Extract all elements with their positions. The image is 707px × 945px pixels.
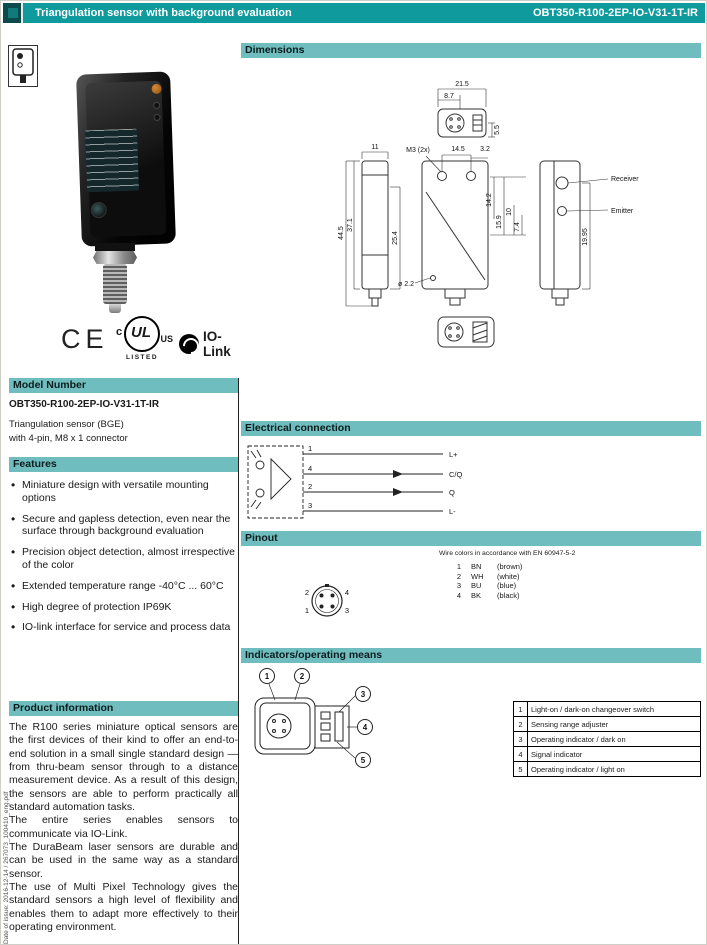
date-of-issue-note: Date of issue: 2016-12-14 / 267073_100410_eng.pdf <box>3 791 10 944</box>
wire-label-lplus: L+ <box>449 450 458 459</box>
connector-nut <box>93 251 137 264</box>
indicator-row <box>514 716 700 731</box>
dim-thread: M3 (2x) <box>406 147 430 154</box>
sensor-pictogram-icon <box>8 45 38 87</box>
pinout-header: Pinout <box>241 531 701 546</box>
callout-circles <box>260 669 373 768</box>
dim-10: 10 <box>506 208 513 216</box>
column-divider <box>238 378 239 944</box>
wire-row <box>447 581 627 591</box>
pictogram-drawing <box>9 46 37 86</box>
connector-pin-2: 2 <box>304 588 310 597</box>
callout-5: 5 <box>360 756 366 765</box>
connector-face-drawing <box>297 577 357 627</box>
feature-item: • Secure and gapless detection, even near the surface through background evaluation <box>9 513 238 539</box>
feature-item: • High degree of protection IP69K <box>9 601 238 614</box>
dim-7-4: 7.4 <box>514 222 521 232</box>
electrical-connection-diagram <box>247 441 487 526</box>
dim-total-height: 44.5 <box>338 226 345 240</box>
dim-depth: 11 <box>371 144 379 151</box>
indicator-label: Sensing range adjuster <box>531 719 609 729</box>
indicator-number: 5 <box>514 762 528 776</box>
callout-2: 2 <box>299 672 305 681</box>
product-information-text <box>9 721 238 934</box>
wire-pin-1: 1 <box>308 444 313 453</box>
connector-tip <box>109 304 121 313</box>
wire-pin: 3 <box>456 581 461 590</box>
dim-hole-edge: 3.2 <box>480 146 490 153</box>
wire-code: BK <box>471 590 482 600</box>
front-view <box>422 161 488 305</box>
feature-item: • Precision object detection, almost irrespective of the color <box>9 546 238 572</box>
wire-pin: 1 <box>456 562 461 571</box>
product-info-paragraph: The entire series enables sensors to communicate via IO-Link. <box>9 814 238 840</box>
wire-row <box>447 562 627 572</box>
model-number-value: OBT350-R100-2EP-IO-V31-1T-IR <box>9 399 160 410</box>
type-label <box>85 129 139 193</box>
callout-4: 4 <box>362 723 368 732</box>
wire-pin-2: 2 <box>308 482 313 491</box>
product-info-paragraph: The use of Multi Pixel Technology gives the standard sensors a high level of flexibility and enables them to adapt more effectively to their operating environment. <box>9 880 238 933</box>
dim-total-width: 21.5 <box>455 81 469 88</box>
feature-item: • Extended temperature range -40°C ... 60°C <box>9 580 238 593</box>
indicator-number: 3 <box>514 732 528 746</box>
indicator-row <box>514 702 700 716</box>
wire-pin: 2 <box>456 571 461 581</box>
indicator-label: Operating indicator / dark on <box>531 734 626 744</box>
indicator-number: 2 <box>514 717 528 731</box>
sensor-symbol <box>248 446 303 518</box>
ul-us-letters: US <box>160 334 173 344</box>
wire-color: (white) <box>497 571 520 581</box>
dim-15-9: 15.9 <box>496 215 503 229</box>
product-information-header: Product information <box>9 701 238 716</box>
wire-label-cq: C/Q <box>449 470 463 479</box>
model-number-header: Model Number <box>9 378 238 393</box>
dim-hole-spacing: 14.5 <box>451 146 465 153</box>
wire-pin-3: 3 <box>308 501 313 510</box>
wire-color-note: Wire colors in accordance with EN 60947-5-2 <box>439 550 576 557</box>
indicator-number: 4 <box>514 747 528 761</box>
wire-color: (blue) <box>497 581 517 590</box>
indicator-label: Signal indicator <box>531 749 583 759</box>
wire-label-lminus: L- <box>449 507 456 516</box>
indicators-header: Indicators/operating means <box>241 648 701 663</box>
wire-color: (black) <box>497 590 520 600</box>
callout-3: 3 <box>360 690 366 699</box>
header-part-number: OBT350-R100-2EP-IO-V31-1T-IR <box>532 7 698 19</box>
connector-thread <box>103 264 127 304</box>
indicators-drawing <box>247 664 407 784</box>
dim-receiver-pos: 19.95 <box>582 228 589 246</box>
ul-letters: UL <box>131 324 151 341</box>
ce-mark: CE <box>61 324 109 354</box>
dim-body-height: 37.1 <box>347 218 354 232</box>
sensor-body <box>76 71 176 246</box>
indicators-table <box>513 701 701 777</box>
features-list <box>9 479 238 642</box>
connector-pin-1: 1 <box>304 606 310 615</box>
emitter-label: Emitter <box>611 208 634 215</box>
dimensions-drawing <box>242 59 701 359</box>
dimensions-header: Dimensions <box>241 43 701 58</box>
wire-pin: 4 <box>456 590 461 600</box>
indicator-row <box>514 731 700 746</box>
dim-lens-pos: 25.4 <box>392 231 399 245</box>
product-photo <box>53 73 193 323</box>
top-view <box>438 109 486 137</box>
wire-color-table <box>447 562 627 600</box>
wire-pin-4: 4 <box>308 464 313 473</box>
wire-code: WH <box>471 571 484 581</box>
feature-item: • IO-link interface for service and process data <box>9 621 238 634</box>
wire-label-q: Q <box>449 488 455 497</box>
callout-1: 1 <box>264 672 270 681</box>
indicator-number: 1 <box>514 702 528 716</box>
electrical-connection-header: Electrical connection <box>241 421 701 436</box>
indicator-row <box>514 746 700 761</box>
bottom-view <box>438 317 494 347</box>
page-title: Triangulation sensor with background evaluation <box>35 7 292 19</box>
indicator-label: Light-on / dark-on changeover switch <box>531 704 654 714</box>
ul-mark <box>113 316 171 361</box>
wire-lines <box>303 454 443 511</box>
certification-marks <box>9 316 238 376</box>
ul-listed-label: LISTED <box>125 354 159 361</box>
output-arrow-2 <box>393 488 403 496</box>
brand-logo <box>3 3 23 23</box>
iolink-label: IO-Link <box>203 329 231 359</box>
product-info-paragraph: The DuraBeam laser sensors are durable and can be used in the same way as a standard sensor. <box>9 840 238 880</box>
dim-14-2: 14.2 <box>486 193 493 207</box>
wire-color: (brown) <box>497 562 523 571</box>
iolink-logo <box>179 329 238 359</box>
product-info-paragraph: The R100 series miniature optical sensors are the first devices of their kind to offer an end-to-end solution in a small single standard design — from thru-beam sensor through to a distance measurement device. As a result of this design, the sensors are able to perform practically all standard automation tasks. <box>9 721 238 813</box>
ul-circle-icon <box>116 316 173 352</box>
dim-connector-offset: 8.7 <box>444 93 454 100</box>
connector-collar <box>95 243 135 251</box>
indicator-row <box>514 761 700 776</box>
feature-item: • Miniature design with versatile mounting options <box>9 479 238 505</box>
dim-hole-dia: ø 2.2 <box>398 281 414 288</box>
model-description-1: Triangulation sensor (BGE) <box>9 419 124 430</box>
iolink-icon <box>179 334 199 354</box>
wire-row <box>447 591 627 601</box>
connector-pin-4: 4 <box>344 588 350 597</box>
model-description-2: with 4-pin, M8 x 1 connector <box>9 433 128 444</box>
side-view-left <box>362 161 388 306</box>
wire-code: BU <box>471 581 482 590</box>
dim-top-height: 5.5 <box>494 125 501 135</box>
features-header: Features <box>9 457 238 472</box>
indicator-label: Operating indicator / light on <box>531 764 625 774</box>
connector-pin-3: 3 <box>344 606 350 615</box>
front-view-dims <box>415 177 526 283</box>
page-header <box>3 3 705 23</box>
wire-row <box>447 572 627 582</box>
sensor-top-view <box>255 698 349 754</box>
receiver-label: Receiver <box>611 176 639 183</box>
ul-canada-letter: c <box>116 326 123 338</box>
wire-code: BN <box>471 562 482 571</box>
output-arrow-1 <box>393 470 403 478</box>
